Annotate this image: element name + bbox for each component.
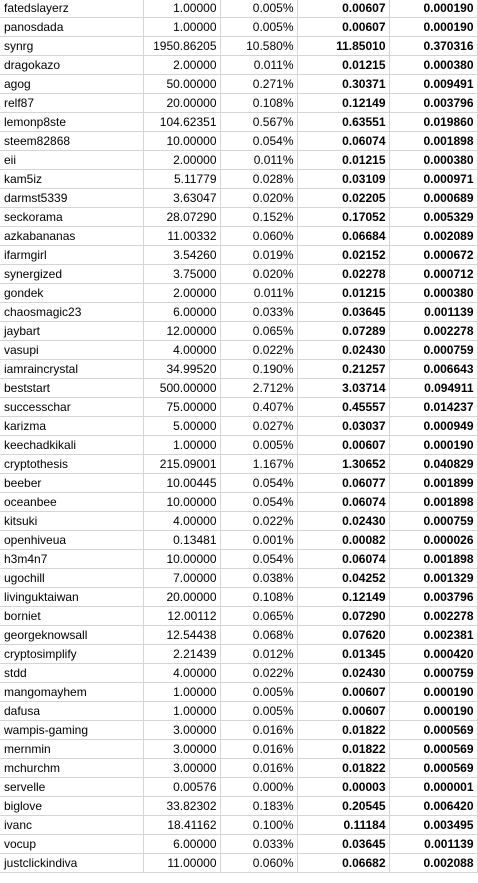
cell-amount[interactable]: 6.00000: [143, 303, 220, 322]
cell-percent[interactable]: 0.011%: [220, 56, 297, 75]
cell-account[interactable]: oceanbee: [0, 493, 143, 512]
cell-account[interactable]: kam5iz: [0, 170, 143, 189]
cell-share[interactable]: 0.000380: [389, 56, 477, 75]
cell-percent[interactable]: 0.033%: [220, 303, 297, 322]
table-row: [0, 132, 477, 151]
cell-account[interactable]: biglove: [0, 797, 143, 816]
table-row: [0, 417, 477, 436]
cell-share[interactable]: 0.000689: [389, 189, 477, 208]
table-row: [0, 474, 477, 493]
table-row: [0, 0, 477, 18]
cell-percent[interactable]: 0.016%: [220, 740, 297, 759]
cell-percent[interactable]: 0.016%: [220, 721, 297, 740]
cell-percent[interactable]: 0.190%: [220, 360, 297, 379]
cell-account[interactable]: mchurchm: [0, 759, 143, 778]
cell-share[interactable]: 0.001899: [389, 474, 477, 493]
cell-value[interactable]: 0.01215: [297, 284, 389, 303]
cell-amount[interactable]: 5.00000: [143, 417, 220, 436]
cell-amount[interactable]: 2.00000: [143, 284, 220, 303]
cell-percent[interactable]: 0.016%: [220, 759, 297, 778]
cell-value[interactable]: 0.11184: [297, 816, 389, 835]
cell-percent[interactable]: 0.000%: [220, 778, 297, 797]
cell-value[interactable]: 0.06074: [297, 132, 389, 151]
cell-value[interactable]: 0.30371: [297, 75, 389, 94]
cell-amount[interactable]: 1950.86205: [143, 37, 220, 56]
cell-percent[interactable]: 0.054%: [220, 493, 297, 512]
table-row: [0, 721, 477, 740]
table-row: [0, 94, 477, 113]
cell-amount[interactable]: 12.00112: [143, 607, 220, 626]
cell-amount[interactable]: 3.75000: [143, 265, 220, 284]
cell-value[interactable]: 0.04252: [297, 569, 389, 588]
cell-amount[interactable]: 1.00000: [143, 18, 220, 37]
cell-amount[interactable]: 10.00000: [143, 132, 220, 151]
cell-account[interactable]: borniet: [0, 607, 143, 626]
cell-account[interactable]: synrg: [0, 37, 143, 56]
cell-value[interactable]: 0.07290: [297, 607, 389, 626]
cell-amount[interactable]: 4.00000: [143, 341, 220, 360]
cell-share[interactable]: 0.001139: [389, 835, 477, 854]
cell-account[interactable]: georgeknowsall: [0, 626, 143, 645]
cell-amount[interactable]: 0.00576: [143, 778, 220, 797]
cell-account[interactable]: keechadkikali: [0, 436, 143, 455]
cell-percent[interactable]: 0.065%: [220, 322, 297, 341]
table-row: [0, 569, 477, 588]
cell-account[interactable]: panosdada: [0, 18, 143, 37]
table-row: [0, 645, 477, 664]
cell-value[interactable]: 0.63551: [297, 113, 389, 132]
cell-share[interactable]: 0.000026: [389, 531, 477, 550]
table-row: [0, 227, 477, 246]
cell-amount[interactable]: 2.00000: [143, 151, 220, 170]
table-row: [0, 797, 477, 816]
cell-share[interactable]: 0.000190: [389, 436, 477, 455]
table-row: [0, 56, 477, 75]
cell-percent[interactable]: 0.005%: [220, 18, 297, 37]
cell-amount[interactable]: 4.00000: [143, 664, 220, 683]
table-row: [0, 284, 477, 303]
cell-share[interactable]: 0.000759: [389, 512, 477, 531]
cell-amount[interactable]: 104.62351: [143, 113, 220, 132]
cell-share[interactable]: 0.000001: [389, 778, 477, 797]
cell-value[interactable]: 0.01822: [297, 759, 389, 778]
table-row: [0, 170, 477, 189]
cell-amount[interactable]: 10.00000: [143, 493, 220, 512]
cell-account[interactable]: synergized: [0, 265, 143, 284]
table-row: [0, 379, 477, 398]
cell-share[interactable]: 0.000712: [389, 265, 477, 284]
cell-account[interactable]: jaybart: [0, 322, 143, 341]
cell-share[interactable]: 0.000420: [389, 645, 477, 664]
cell-amount[interactable]: 3.54260: [143, 246, 220, 265]
cell-amount[interactable]: 20.00000: [143, 588, 220, 607]
cell-share[interactable]: 0.005329: [389, 208, 477, 227]
cell-value[interactable]: 0.00082: [297, 531, 389, 550]
cell-share[interactable]: 0.000190: [389, 18, 477, 37]
cell-value[interactable]: 0.07289: [297, 322, 389, 341]
cell-share[interactable]: 0.009491: [389, 75, 477, 94]
cell-amount[interactable]: 34.99520: [143, 360, 220, 379]
cell-account[interactable]: openhiveua: [0, 531, 143, 550]
cell-value[interactable]: 0.01215: [297, 151, 389, 170]
cell-value[interactable]: 0.00607: [297, 702, 389, 721]
cell-account[interactable]: cryptothesis: [0, 455, 143, 474]
cell-value[interactable]: 0.03109: [297, 170, 389, 189]
cell-value[interactable]: 0.06074: [297, 550, 389, 569]
cell-amount[interactable]: 11.00000: [143, 854, 220, 873]
cell-account[interactable]: agog: [0, 75, 143, 94]
cell-account[interactable]: livinguktaiwan: [0, 588, 143, 607]
cell-percent[interactable]: 0.060%: [220, 854, 297, 873]
cell-percent[interactable]: 0.054%: [220, 132, 297, 151]
cell-share[interactable]: 0.040829: [389, 455, 477, 474]
cell-value[interactable]: 1.30652: [297, 455, 389, 474]
cell-value[interactable]: 0.06074: [297, 493, 389, 512]
cell-share[interactable]: 0.000190: [389, 702, 477, 721]
cell-percent[interactable]: 0.054%: [220, 550, 297, 569]
cell-percent[interactable]: 0.108%: [220, 94, 297, 113]
cell-amount[interactable]: 20.00000: [143, 94, 220, 113]
table-row: [0, 683, 477, 702]
cell-share[interactable]: 0.006420: [389, 797, 477, 816]
table-row: [0, 360, 477, 379]
cell-account[interactable]: chaosmagic23: [0, 303, 143, 322]
cell-share[interactable]: 0.002381: [389, 626, 477, 645]
table-row: [0, 189, 477, 208]
cell-share[interactable]: 0.000380: [389, 151, 477, 170]
cell-share[interactable]: 0.000759: [389, 664, 477, 683]
cell-value[interactable]: 0.02430: [297, 664, 389, 683]
cell-amount[interactable]: 28.07290: [143, 208, 220, 227]
cell-percent[interactable]: 0.020%: [220, 189, 297, 208]
cell-share[interactable]: 0.006643: [389, 360, 477, 379]
table-row: [0, 341, 477, 360]
cell-amount[interactable]: 3.00000: [143, 759, 220, 778]
cell-value[interactable]: 0.02430: [297, 341, 389, 360]
table-row: [0, 246, 477, 265]
cell-share[interactable]: 0.003796: [389, 588, 477, 607]
table-row: [0, 854, 477, 873]
cell-percent[interactable]: 0.271%: [220, 75, 297, 94]
cell-share[interactable]: 0.000190: [389, 683, 477, 702]
cell-value[interactable]: 0.01345: [297, 645, 389, 664]
cell-amount[interactable]: 75.00000: [143, 398, 220, 417]
cell-account[interactable]: seckorama: [0, 208, 143, 227]
cell-percent[interactable]: 0.054%: [220, 474, 297, 493]
table-row: [0, 835, 477, 854]
cell-percent[interactable]: 0.407%: [220, 398, 297, 417]
cell-value[interactable]: 0.00607: [297, 683, 389, 702]
cell-value[interactable]: 0.02430: [297, 512, 389, 531]
cell-percent[interactable]: 0.022%: [220, 512, 297, 531]
cell-account[interactable]: beeber: [0, 474, 143, 493]
cell-account[interactable]: azkabananas: [0, 227, 143, 246]
cell-percent[interactable]: 10.580%: [220, 37, 297, 56]
cell-value[interactable]: 3.03714: [297, 379, 389, 398]
cell-account[interactable]: justclickindiva: [0, 854, 143, 873]
cell-account[interactable]: vasupi: [0, 341, 143, 360]
cell-account[interactable]: lemonp8ste: [0, 113, 143, 132]
table-row: [0, 436, 477, 455]
cell-amount[interactable]: 500.00000: [143, 379, 220, 398]
table-row: [0, 664, 477, 683]
cell-account[interactable]: relf87: [0, 94, 143, 113]
cell-value[interactable]: 0.02278: [297, 265, 389, 284]
cell-value[interactable]: 0.03037: [297, 417, 389, 436]
cell-account[interactable]: beststart: [0, 379, 143, 398]
cell-value[interactable]: 0.21257: [297, 360, 389, 379]
cell-account[interactable]: vocup: [0, 835, 143, 854]
cell-percent[interactable]: 0.033%: [220, 835, 297, 854]
cell-percent[interactable]: 1.167%: [220, 455, 297, 474]
cell-account[interactable]: ivanc: [0, 816, 143, 835]
cell-share[interactable]: 0.001898: [389, 550, 477, 569]
cell-percent[interactable]: 0.100%: [220, 816, 297, 835]
cell-share[interactable]: 0.001139: [389, 303, 477, 322]
cell-value[interactable]: 0.17052: [297, 208, 389, 227]
table-row: [0, 588, 477, 607]
cell-account[interactable]: darmst5339: [0, 189, 143, 208]
cell-share[interactable]: 0.000569: [389, 740, 477, 759]
cell-percent[interactable]: 0.027%: [220, 417, 297, 436]
cell-percent[interactable]: 0.019%: [220, 246, 297, 265]
cell-value[interactable]: 0.00607: [297, 0, 389, 18]
cell-percent[interactable]: 0.022%: [220, 664, 297, 683]
cell-percent[interactable]: 0.152%: [220, 208, 297, 227]
cell-value[interactable]: 11.85010: [297, 37, 389, 56]
cell-account[interactable]: ifarmgirl: [0, 246, 143, 265]
cell-value[interactable]: 0.20545: [297, 797, 389, 816]
table-row: [0, 75, 477, 94]
cell-share[interactable]: 0.370316: [389, 37, 477, 56]
cell-value[interactable]: 0.06684: [297, 227, 389, 246]
cell-account[interactable]: servelle: [0, 778, 143, 797]
cell-share[interactable]: 0.002089: [389, 227, 477, 246]
cell-amount[interactable]: 1.00000: [143, 702, 220, 721]
cell-value[interactable]: 0.00003: [297, 778, 389, 797]
table-row: [0, 151, 477, 170]
cell-amount[interactable]: 1.00000: [143, 436, 220, 455]
cell-amount[interactable]: 4.00000: [143, 512, 220, 531]
cell-percent[interactable]: 0.038%: [220, 569, 297, 588]
cell-amount[interactable]: 6.00000: [143, 835, 220, 854]
cell-percent[interactable]: 0.183%: [220, 797, 297, 816]
cell-value[interactable]: 0.12149: [297, 94, 389, 113]
cell-account[interactable]: iamraincrystal: [0, 360, 143, 379]
cell-amount[interactable]: 10.00445: [143, 474, 220, 493]
table-row: [0, 550, 477, 569]
cell-account[interactable]: kitsuki: [0, 512, 143, 531]
cell-amount[interactable]: 3.63047: [143, 189, 220, 208]
cell-percent[interactable]: 0.005%: [220, 0, 297, 18]
cell-share[interactable]: 0.000569: [389, 721, 477, 740]
cell-percent[interactable]: 0.001%: [220, 531, 297, 550]
table-row: [0, 740, 477, 759]
table-row: [0, 18, 477, 37]
table-row: [0, 626, 477, 645]
cell-account[interactable]: gondek: [0, 284, 143, 303]
cell-account[interactable]: mernmin: [0, 740, 143, 759]
cell-value[interactable]: 0.00607: [297, 18, 389, 37]
cell-percent[interactable]: 0.068%: [220, 626, 297, 645]
cell-value[interactable]: 0.07620: [297, 626, 389, 645]
table-row: [0, 531, 477, 550]
table-row: [0, 493, 477, 512]
cell-amount[interactable]: 215.09001: [143, 455, 220, 474]
cell-amount[interactable]: 10.00000: [143, 550, 220, 569]
cell-account[interactable]: stdd: [0, 664, 143, 683]
cell-value[interactable]: 0.01822: [297, 740, 389, 759]
table-row: [0, 303, 477, 322]
cell-share[interactable]: 0.001329: [389, 569, 477, 588]
cell-percent[interactable]: 0.005%: [220, 702, 297, 721]
table-row: [0, 512, 477, 531]
cell-account[interactable]: ugochill: [0, 569, 143, 588]
cell-share[interactable]: 0.000190: [389, 0, 477, 18]
cell-amount[interactable]: 1.00000: [143, 0, 220, 18]
table-row: [0, 759, 477, 778]
cell-amount[interactable]: 3.00000: [143, 721, 220, 740]
cell-account[interactable]: wampis-gaming: [0, 721, 143, 740]
table-row: [0, 113, 477, 132]
cell-percent[interactable]: 0.060%: [220, 227, 297, 246]
table-row: [0, 778, 477, 797]
cell-share[interactable]: 0.002278: [389, 322, 477, 341]
cell-amount[interactable]: 0.13481: [143, 531, 220, 550]
cell-share[interactable]: 0.000380: [389, 284, 477, 303]
cell-account[interactable]: dafusa: [0, 702, 143, 721]
cell-percent[interactable]: 2.712%: [220, 379, 297, 398]
table-row: [0, 816, 477, 835]
cell-share[interactable]: 0.014237: [389, 398, 477, 417]
cell-share[interactable]: 0.003495: [389, 816, 477, 835]
cell-amount[interactable]: 11.00332: [143, 227, 220, 246]
cell-share[interactable]: 0.094911: [389, 379, 477, 398]
cell-share[interactable]: 0.000759: [389, 341, 477, 360]
cell-share[interactable]: 0.003796: [389, 94, 477, 113]
cell-amount[interactable]: 50.00000: [143, 75, 220, 94]
cell-account[interactable]: dragokazo: [0, 56, 143, 75]
cell-share[interactable]: 0.000971: [389, 170, 477, 189]
table-row: [0, 398, 477, 417]
cell-value[interactable]: 0.03645: [297, 303, 389, 322]
cell-account[interactable]: steem82868: [0, 132, 143, 151]
cell-value[interactable]: 0.06682: [297, 854, 389, 873]
cell-share[interactable]: 0.000569: [389, 759, 477, 778]
cell-value[interactable]: 0.00607: [297, 436, 389, 455]
cell-share[interactable]: 0.019860: [389, 113, 477, 132]
table-row: [0, 607, 477, 626]
cell-account[interactable]: mangomayhem: [0, 683, 143, 702]
table-row: [0, 265, 477, 284]
cell-amount[interactable]: 3.00000: [143, 740, 220, 759]
cell-percent[interactable]: 0.011%: [220, 284, 297, 303]
cell-percent[interactable]: 0.022%: [220, 341, 297, 360]
cell-value[interactable]: 0.01822: [297, 721, 389, 740]
cell-share[interactable]: 0.001898: [389, 493, 477, 512]
cell-amount[interactable]: 5.11779: [143, 170, 220, 189]
table-row: [0, 455, 477, 474]
cell-amount[interactable]: 12.54438: [143, 626, 220, 645]
cell-account[interactable]: eii: [0, 151, 143, 170]
cell-percent[interactable]: 0.005%: [220, 683, 297, 702]
cell-amount[interactable]: 7.00000: [143, 569, 220, 588]
cell-percent[interactable]: 0.020%: [220, 265, 297, 284]
cell-value[interactable]: 0.45557: [297, 398, 389, 417]
cell-amount[interactable]: 1.00000: [143, 683, 220, 702]
cell-share[interactable]: 0.001898: [389, 132, 477, 151]
cell-share[interactable]: 0.002278: [389, 607, 477, 626]
cell-amount[interactable]: 33.82302: [143, 797, 220, 816]
cell-value[interactable]: 0.02152: [297, 246, 389, 265]
cell-value[interactable]: 0.02205: [297, 189, 389, 208]
cell-value[interactable]: 0.01215: [297, 56, 389, 75]
cell-share[interactable]: 0.000949: [389, 417, 477, 436]
cell-percent[interactable]: 0.567%: [220, 113, 297, 132]
cell-value[interactable]: 0.06077: [297, 474, 389, 493]
cell-value[interactable]: 0.12149: [297, 588, 389, 607]
cell-account[interactable]: fatedslayerz: [0, 0, 143, 18]
table-row: [0, 702, 477, 721]
cell-percent[interactable]: 0.005%: [220, 436, 297, 455]
cell-share[interactable]: 0.002088: [389, 854, 477, 873]
cell-percent[interactable]: 0.012%: [220, 645, 297, 664]
table-row: [0, 322, 477, 341]
cell-account[interactable]: successchar: [0, 398, 143, 417]
cell-value[interactable]: 0.03645: [297, 835, 389, 854]
cell-amount[interactable]: 12.00000: [143, 322, 220, 341]
cell-amount[interactable]: 2.21439: [143, 645, 220, 664]
table-row: [0, 37, 477, 56]
cell-account[interactable]: cryptosimplify: [0, 645, 143, 664]
cell-percent[interactable]: 0.108%: [220, 588, 297, 607]
table-row: [0, 208, 477, 227]
cell-share[interactable]: 0.000672: [389, 246, 477, 265]
cell-amount[interactable]: 2.00000: [143, 56, 220, 75]
cell-percent[interactable]: 0.065%: [220, 607, 297, 626]
cell-percent[interactable]: 0.011%: [220, 151, 297, 170]
cell-account[interactable]: h3m4n7: [0, 550, 143, 569]
cell-percent[interactable]: 0.028%: [220, 170, 297, 189]
cell-amount[interactable]: 18.41162: [143, 816, 220, 835]
cell-account[interactable]: karizma: [0, 417, 143, 436]
